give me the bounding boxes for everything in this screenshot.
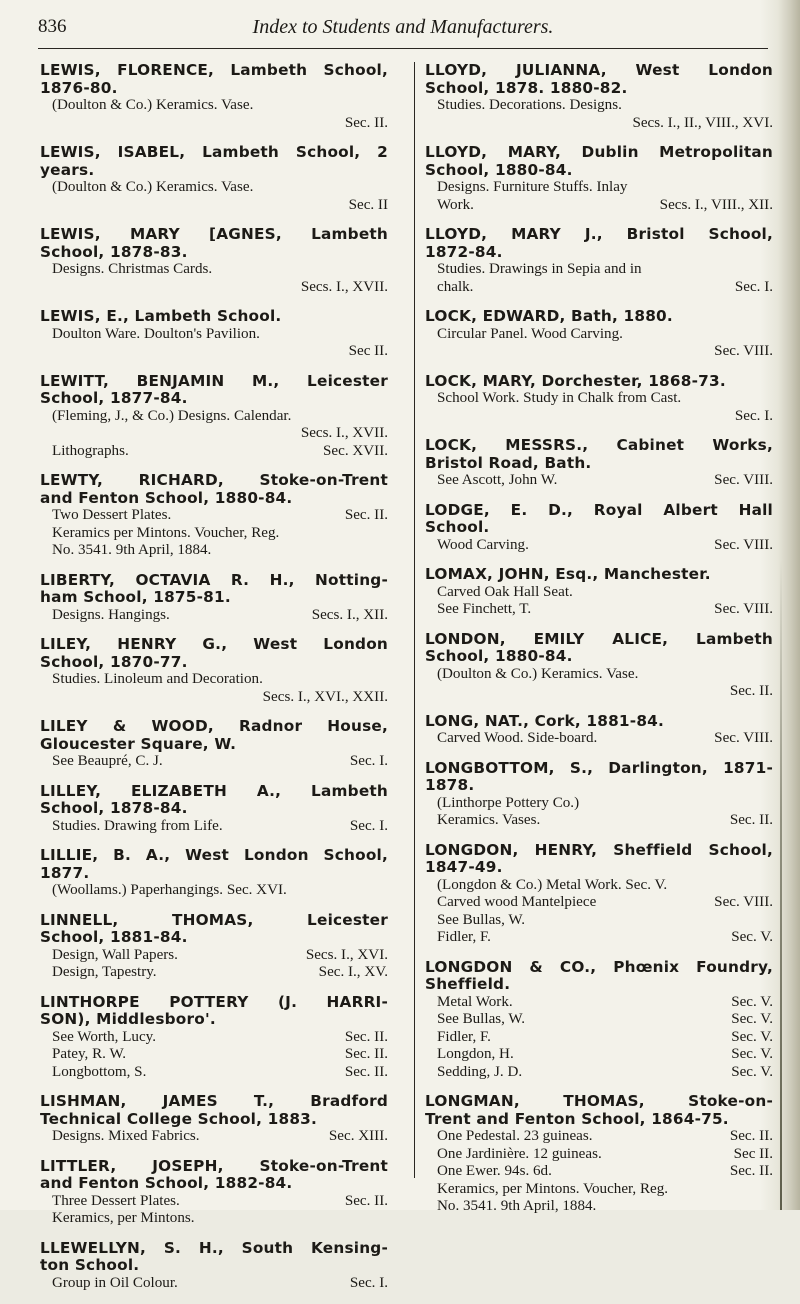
detail-text: Wood Carving. — [437, 536, 529, 553]
entry-heading-line: LEWIS, FLORENCE, Lambeth School, — [40, 62, 388, 79]
index-entry — [425, 760, 773, 830]
entry-detail-line — [425, 877, 773, 895]
section-ref: Sec. V. — [731, 1028, 773, 1045]
detail-text: Carved Wood. Side-board. — [437, 730, 598, 746]
section-ref: Sec. VIII. — [714, 536, 773, 553]
section-ref: Sec. V. — [731, 1011, 773, 1027]
entry-heading-line: LILLEY, ELIZABETH A., Lambeth — [40, 782, 388, 800]
section-ref: Secs. I., II., VIII., XVI. — [632, 114, 773, 131]
entry-detail-line — [425, 1181, 773, 1199]
entry-heading-line: years. — [40, 161, 95, 179]
detail-text: No. 3541. 9th April, 1884. — [437, 1198, 597, 1214]
entry-detail-line — [40, 179, 388, 197]
entry-heading-line: LODGE, E. D., Royal Albert Hall — [425, 501, 773, 519]
detail-text: (Woollams.) Paperhangings. Sec. XVI. — [52, 882, 287, 898]
section-ref: Sec. VIII. — [714, 343, 773, 359]
section-ref: Sec. I. — [349, 1274, 388, 1291]
entry-detail-line — [40, 671, 388, 689]
detail-text: One Ewer. 94s. 6d. — [437, 1163, 552, 1179]
detail-text: One Pedestal. 23 guineas. — [437, 1128, 593, 1144]
entry-detail-line — [40, 279, 388, 297]
entry-detail-line — [425, 894, 773, 912]
detail-text: Group in Oil Colour. — [52, 1274, 178, 1291]
index-entry — [425, 373, 773, 426]
detail-text: See Finchett, T. — [437, 601, 532, 617]
detail-text: Studies. Decorations. Designs. — [437, 97, 622, 113]
index-entry — [425, 566, 773, 619]
index-entry — [425, 226, 773, 296]
index-entry — [40, 572, 388, 625]
detail-text: Designs. Furniture Stuffs. Inlay — [437, 179, 628, 195]
section-ref: Sec. II. — [344, 507, 388, 523]
entry-detail-line — [425, 601, 773, 619]
entry-heading-line: LILEY & WOOD, Radnor House, — [40, 718, 388, 735]
entry-heading-line: School, 1878. 1880-82. — [425, 79, 628, 97]
section-ref: Secs. I., XVII. — [300, 425, 388, 441]
entry-detail-line — [40, 1193, 388, 1211]
entry-detail-line — [40, 326, 388, 344]
index-entry — [425, 713, 773, 748]
page-number: 836 — [38, 16, 67, 37]
detail-text: Three Dessert Plates. — [52, 1192, 180, 1209]
entry-heading-line: LILLIE, B. A., West London School, — [40, 847, 388, 864]
section-ref: Secs. I., XVII. — [300, 278, 388, 295]
detail-text: Longbottom, S. — [52, 1063, 147, 1080]
entry-detail-line — [40, 1064, 388, 1082]
entry-detail-line — [40, 542, 388, 560]
running-head: Index to Students and Manufacturers. — [252, 16, 554, 38]
entry-heading-line: Bristol Road, Bath. — [425, 454, 592, 472]
detail-text: Studies. Linoleum and Decoration. — [52, 671, 263, 687]
detail-text: See Bullas, W. — [437, 1011, 526, 1027]
entry-detail-line — [425, 584, 773, 602]
index-entry — [40, 783, 388, 836]
entry-heading-line: and Fenton School, 1882-84. — [40, 1175, 293, 1192]
entry-detail-line — [40, 1275, 388, 1293]
entry-heading-line: School. — [425, 519, 490, 536]
entry-heading-line: LLEWELLYN, S. H., South Kensing- — [40, 1239, 388, 1257]
entry-heading-line: LLOYD, JULIANNA, West London — [425, 62, 773, 79]
entry-detail-line — [40, 443, 388, 461]
index-entry — [425, 144, 773, 214]
entry-detail-line — [425, 683, 773, 701]
entry-detail-line — [425, 261, 773, 279]
entry-heading-line: LOCK, EDWARD, Bath, 1880. — [425, 308, 673, 325]
entry-heading-line: Technical College School, 1883. — [40, 1110, 318, 1128]
entry-detail-line — [425, 812, 773, 830]
entry-detail-line — [425, 730, 773, 748]
detail-text: Studies. Drawing from Life. — [52, 817, 223, 834]
section-ref: Sec. XIII. — [328, 1128, 388, 1144]
entry-heading-line: School, 1880-84. — [425, 648, 573, 665]
section-ref: Sec. II. — [344, 1028, 388, 1045]
detail-text: Keramics, per Mintons. — [52, 1210, 195, 1226]
entry-detail-line — [425, 179, 773, 197]
entry-detail-line — [425, 994, 773, 1012]
detail-text: (Doulton & Co.) Keramics. Vase. — [437, 665, 639, 682]
detail-text: Design, Tapestry. — [52, 964, 157, 980]
entry-detail-line — [425, 1029, 773, 1047]
entry-detail-line — [40, 507, 388, 525]
entry-heading-line: LITTLER, JOSEPH, Stoke-on-Trent — [40, 1157, 388, 1175]
entry-detail-line — [40, 408, 388, 426]
index-entry — [425, 1093, 773, 1216]
entry-detail-line — [425, 912, 773, 930]
detail-text: See Worth, Lucy. — [52, 1028, 156, 1045]
detail-text: (Doulton & Co.) Keramics. Vase. — [52, 179, 254, 195]
entry-heading-line: LONGDON & CO., Phœnix Foundry, — [425, 958, 773, 976]
detail-text: Metal Work. — [437, 993, 513, 1010]
entry-heading-line: ham School, 1875-81. — [40, 589, 231, 606]
section-ref: Sec. II. — [344, 1046, 388, 1062]
entry-detail-line — [425, 1046, 773, 1064]
index-entry — [40, 62, 388, 132]
entry-detail-line — [40, 689, 388, 707]
entry-detail-line — [40, 882, 388, 900]
detail-text: (Longdon & Co.) Metal Work. Sec. V. — [437, 876, 668, 893]
entry-detail-line — [425, 1128, 773, 1146]
entry-heading-line: SON), Middlesboro'. — [40, 1011, 216, 1028]
section-ref: Sec. I., XV. — [318, 964, 388, 980]
entry-heading-line: Trent and Fenton School, 1864-75. — [425, 1110, 729, 1128]
entry-heading-line: LEWIS, MARY [AGNES, Lambeth — [40, 226, 388, 243]
entry-detail-line — [40, 343, 388, 361]
detail-text: See Bullas, W. — [437, 911, 526, 928]
entry-detail-line — [425, 197, 773, 215]
detail-text: Designs. Mixed Fabrics. — [52, 1128, 200, 1144]
index-entry — [40, 1158, 388, 1228]
entry-heading-line: LILEY, HENRY G., West London — [40, 636, 388, 653]
entry-heading-line: LEWITT, BENJAMIN M., Leicester — [40, 372, 388, 390]
section-ref: Sec. II. — [344, 114, 388, 131]
entry-detail-line — [40, 1029, 388, 1047]
entry-heading-line: LLOYD, MARY J., Bristol School, — [425, 226, 773, 243]
entry-heading-line: 1878. — [425, 777, 475, 794]
section-ref: Sec. VIII. — [714, 894, 773, 910]
entry-heading-line: and Fenton School, 1880-84. — [40, 489, 293, 507]
detail-text: Lithographs. — [52, 442, 129, 459]
index-entry — [40, 994, 388, 1082]
section-ref: Sec. II. — [729, 1163, 773, 1179]
section-ref: Secs. I., XVI., XXII. — [262, 688, 388, 705]
detail-text: Fidler, F. — [437, 929, 491, 945]
detail-text: Carved Oak Hall Seat. — [437, 583, 573, 600]
section-ref: Sec. V. — [731, 993, 773, 1010]
entry-heading-line: LONGDON, HENRY, Sheffield School, — [425, 841, 773, 859]
index-entry — [40, 718, 388, 771]
entry-detail-line — [40, 818, 388, 836]
section-ref: Sec. VIII. — [714, 730, 773, 746]
entry-detail-line — [425, 666, 773, 684]
detail-text: One Jardinière. 12 guineas. — [437, 1145, 602, 1162]
entry-detail-line — [40, 261, 388, 279]
index-entry — [425, 959, 773, 1082]
index-entry — [40, 847, 388, 900]
detail-text: Keramics, per Mintons. Voucher, Reg. — [437, 1180, 669, 1197]
index-entry — [40, 912, 388, 982]
detail-text: See Beaupré, C. J. — [52, 753, 163, 769]
entry-heading-line: 1876-80. — [40, 79, 118, 97]
detail-text: Sedding, J. D. — [437, 1063, 523, 1080]
section-ref: Sec. I. — [349, 753, 388, 769]
entry-heading-line: LONDON, EMILY ALICE, Lambeth — [425, 630, 773, 648]
index-entry — [425, 842, 773, 947]
entry-detail-line — [425, 1163, 773, 1181]
entry-detail-line — [425, 537, 773, 555]
entry-detail-line — [425, 115, 773, 133]
detail-text: chalk. — [437, 278, 474, 295]
entry-heading-line: School, 1878-84. — [40, 800, 188, 817]
detail-text: Designs. Hangings. — [52, 606, 170, 623]
detail-text: (Fleming, J., & Co.) Designs. Calendar. — [52, 407, 292, 424]
entry-detail-line — [40, 97, 388, 115]
entry-detail-line — [425, 1198, 773, 1216]
index-entry — [425, 62, 773, 132]
entry-heading-line: Gloucester Square, W. — [40, 735, 237, 753]
index-entry — [40, 226, 388, 296]
detail-text: Studies. Drawings in Sepia and in — [437, 261, 642, 277]
entry-heading-line: LOMAX, JOHN, Esq., Manchester. — [425, 566, 711, 583]
entry-heading-line: LONG, NAT., Cork, 1881-84. — [425, 712, 665, 730]
section-ref: Sec. V. — [731, 1046, 773, 1062]
index-entry — [40, 636, 388, 706]
detail-text: Longdon, H. — [437, 1046, 514, 1062]
entry-heading-line: Sheffield. — [425, 976, 511, 993]
section-ref: Sec. I. — [734, 278, 773, 295]
detail-text: Keramics per Mintons. Voucher, Reg. — [52, 524, 280, 541]
entry-heading-line: 1847-49. — [425, 859, 503, 876]
detail-text: Design, Wall Papers. — [52, 946, 178, 963]
detail-text: Fidler, F. — [437, 1028, 491, 1045]
detail-text: Carved wood Mantelpiece — [437, 894, 597, 910]
entry-detail-line — [425, 97, 773, 115]
section-ref: Sec. II. — [344, 1192, 388, 1209]
section-ref: Secs. I., XVI. — [305, 946, 388, 963]
entry-heading-line: 1877. — [40, 864, 90, 882]
entry-detail-line — [40, 964, 388, 982]
index-entry — [40, 373, 388, 461]
index-entry — [425, 308, 773, 361]
section-ref: Sec. II. — [344, 1063, 388, 1080]
entry-heading-line: LINNELL, THOMAS, Leicester — [40, 911, 388, 929]
entry-heading-line: School, 1881-84. — [40, 929, 188, 946]
entry-heading-line: LOCK, MARY, Dorchester, 1868-73. — [425, 372, 726, 390]
page-edge-line — [780, 560, 782, 1210]
entry-heading-line: LONGMAN, THOMAS, Stoke-on- — [425, 1093, 773, 1110]
section-ref: Sec. II. — [729, 812, 773, 828]
entry-detail-line — [40, 425, 388, 443]
section-ref: Sec II. — [733, 1145, 773, 1162]
detail-text: Patey, R. W. — [52, 1046, 127, 1062]
entry-heading-line: ton School. — [40, 1257, 140, 1274]
entry-detail-line — [425, 343, 773, 361]
entry-heading-line: School, 1878-83. — [40, 243, 188, 261]
index-entry — [425, 437, 773, 490]
entry-detail-line — [425, 1146, 773, 1164]
entry-heading-line: LEWTY, RICHARD, Stoke-on-Trent — [40, 472, 388, 489]
section-ref: Sec. II. — [729, 683, 773, 699]
detail-text: Keramics. Vases. — [437, 812, 541, 828]
entry-detail-line — [40, 607, 388, 625]
index-entry — [40, 144, 388, 214]
entry-detail-line — [40, 115, 388, 133]
entry-detail-line — [425, 279, 773, 297]
section-ref: Sec. V. — [731, 929, 773, 945]
detail-text: Doulton Ware. Doulton's Pavilion. — [52, 325, 260, 342]
section-ref: Sec. V. — [731, 1063, 773, 1080]
section-ref: Secs. I., VIII., XII. — [659, 196, 773, 213]
entry-heading-line: School, 1880-84. — [425, 161, 573, 179]
detail-text: Work. — [437, 196, 474, 213]
entry-heading-line: LEWIS, E., Lambeth School. — [40, 308, 282, 325]
entry-heading-line: LEWIS, ISABEL, Lambeth School, 2 — [40, 144, 388, 161]
entry-detail-line — [425, 795, 773, 813]
entry-heading-line: LISHMAN, JAMES T., Bradford — [40, 1093, 388, 1110]
right-column — [425, 62, 773, 1228]
index-entry — [40, 472, 388, 560]
entry-detail-line — [40, 1210, 388, 1228]
entry-detail-line — [40, 753, 388, 771]
entry-heading-line: 1872-84. — [425, 243, 503, 261]
detail-text: (Doulton & Co.) Keramics. Vase. — [52, 97, 254, 113]
entry-heading-line: LOCK, MESSRS., Cabinet Works, — [425, 437, 773, 454]
index-entry — [40, 1093, 388, 1146]
section-ref: Sec. I. — [349, 817, 388, 834]
detail-text: School Work. Study in Chalk from Cast. — [437, 390, 682, 406]
detail-text: Two Dessert Plates. — [52, 507, 172, 523]
entry-detail-line — [40, 525, 388, 543]
detail-text: Designs. Christmas Cards. — [52, 261, 213, 277]
entry-detail-line — [40, 1128, 388, 1146]
index-entry — [425, 502, 773, 555]
left-column — [40, 62, 388, 1304]
section-ref: Sec. VIII. — [714, 472, 773, 488]
detail-text: No. 3541. 9th April, 1884. — [52, 542, 212, 558]
entry-detail-line — [425, 1064, 773, 1082]
section-ref: Sec II. — [348, 343, 388, 359]
detail-text: See Ascott, John W. — [437, 472, 558, 488]
entry-detail-line — [425, 472, 773, 490]
detail-text: Circular Panel. Wood Carving. — [437, 325, 623, 342]
detail-text: (Linthorpe Pottery Co.) — [437, 794, 580, 811]
index-entry — [425, 631, 773, 701]
entry-detail-line — [425, 408, 773, 426]
entry-heading-line: LIBERTY, OCTAVIA R. H., Notting- — [40, 571, 388, 589]
entry-heading-line: LONGBOTTOM, S., Darlington, 1871- — [425, 759, 773, 777]
page-header — [38, 14, 768, 49]
entry-heading-line: School, 1870-77. — [40, 653, 188, 671]
section-ref: Sec. I. — [734, 407, 773, 424]
entry-detail-line — [40, 947, 388, 965]
entry-detail-line — [425, 326, 773, 344]
entry-detail-line — [40, 197, 388, 215]
entry-detail-line — [40, 1046, 388, 1064]
entry-detail-line — [425, 1011, 773, 1029]
section-ref: Secs. I., XII. — [311, 606, 388, 623]
section-ref: Sec. II. — [729, 1128, 773, 1144]
section-ref: Sec. VIII. — [714, 601, 773, 617]
entry-heading-line: LINTHORPE POTTERY (J. HARRI- — [40, 993, 388, 1011]
entry-detail-line — [425, 390, 773, 408]
entry-heading-line: School, 1877-84. — [40, 390, 188, 407]
section-ref: Sec. XVII. — [323, 442, 388, 459]
index-entry — [40, 308, 388, 361]
index-entry — [40, 1240, 388, 1293]
entry-detail-line — [425, 929, 773, 947]
section-ref: Sec. II — [348, 196, 388, 213]
entry-heading-line: LLOYD, MARY, Dublin Metropolitan — [425, 144, 773, 161]
column-divider — [414, 62, 415, 1178]
